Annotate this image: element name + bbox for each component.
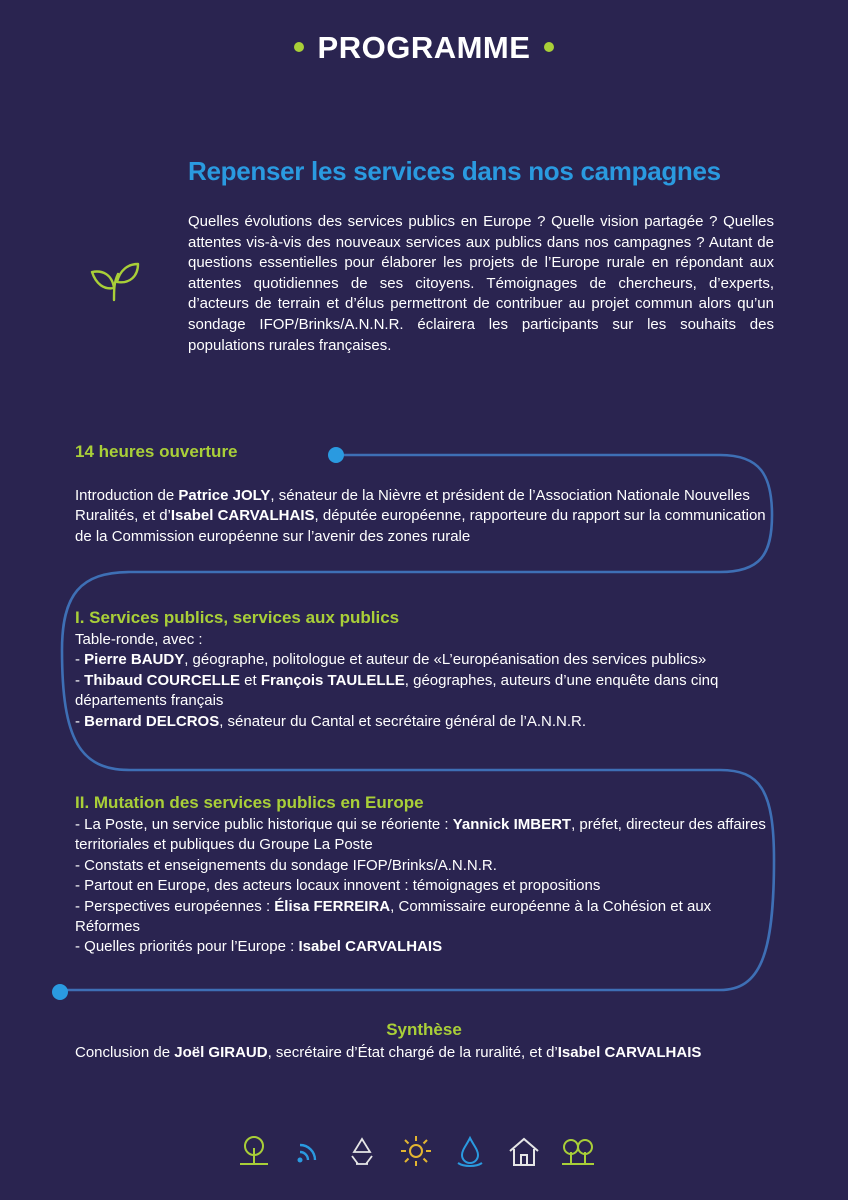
opening-heading: 14 heures ouverture [75,442,238,461]
section1-lead: Table-ronde, avec : [75,631,203,648]
section2-body [75,815,775,958]
wifi-icon [290,1134,326,1168]
footer-icons [236,1134,596,1170]
section2-heading: II. Mutation des services publics en Europe [75,793,424,812]
opening-text-1: Introduction de [75,487,179,504]
recycle-icon [344,1134,380,1168]
list-item: - Perspectives européennes : Élisa FERREIRA, Commissaire européenne à la Cohésion et aux Réformes [75,897,712,936]
sun-icon [398,1134,434,1168]
list-item: - Quelles priorités pour l’Europe : Isabel CARVALHAIS [75,938,443,956]
synthese-heading: Synthèse [386,1020,462,1039]
intro-paragraph: Quelles évolutions des services publics en Europe ? Quelle vision partagée ? Quelles attentes vis-à-vis des nouveaux services aux publics dans nos campagnes ? Autant de questions essentielles pour élaborer les projets de l’Europe rurale en répondant aux attentes quotidiennes de ses citoyens. Témoignages de chercheurs, d’experts, d’acteurs de terrain et d’élus permettront de contribuer au projet commun alors qu’un sondage IFOP/Brinks/A.N.N.R. éclairera les participants sur les souhaits des populations rurales françaises. [188,213,774,354]
speaker-name: Patrice JOLY [178,487,271,504]
trees-icon [236,1134,272,1168]
section1-body [75,630,775,732]
section-subtitle: Repenser les services dans nos campagnes [188,156,721,186]
opening-text [75,486,775,547]
section1-heading: I. Services publics, services aux publics [75,608,400,627]
house-icon [506,1134,542,1168]
opening-text-3: , députée européenne, rapporteure du rapport sur la communication de la Commission européenne sur l’avenir des zones rurale [75,507,766,545]
speaker-name: Isabel CARVALHAIS [170,507,315,525]
list-item: - Partout en Europe, des acteurs locaux innovent : témoignages et propositions [75,877,601,895]
page-title-text: PROGRAMME [317,30,531,65]
list-item: - Thibaud COURCELLE et François TAULELLE, géographes, auteurs d’une enquête dans cinq départements français [75,671,719,710]
timeline-end-dot [52,984,68,1000]
forest-icon [560,1134,596,1168]
list-item: - Constats et enseignements du sondage IFOP/Brinks/A.N.N.R. [75,856,497,874]
water-drop-icon [452,1134,488,1168]
list-item: - La Poste, un service public historique qui se réoriente : Yannick IMBERT, préfet, directeur des affaires territoriales et publiques du Groupe La Poste [75,816,766,854]
timeline-start-dot [328,447,344,463]
list-item: - Pierre BAUDY, géographe, politologue et auteur de «L’européanisation des services publics» [75,651,707,669]
opening-text-2: , sénateur de la Nièvre et président de l’Association Nationale Nouvelles Ruralités, et d’ [75,487,750,525]
synthese-text: Conclusion de Joël GIRAUD, secrétaire d’État chargé de la ruralité, et d’Isabel CARVALHAIS [75,1044,702,1061]
list-item: - Bernard DELCROS, sénateur du Cantal et secrétaire général de l’A.N.N.R. [75,712,587,730]
